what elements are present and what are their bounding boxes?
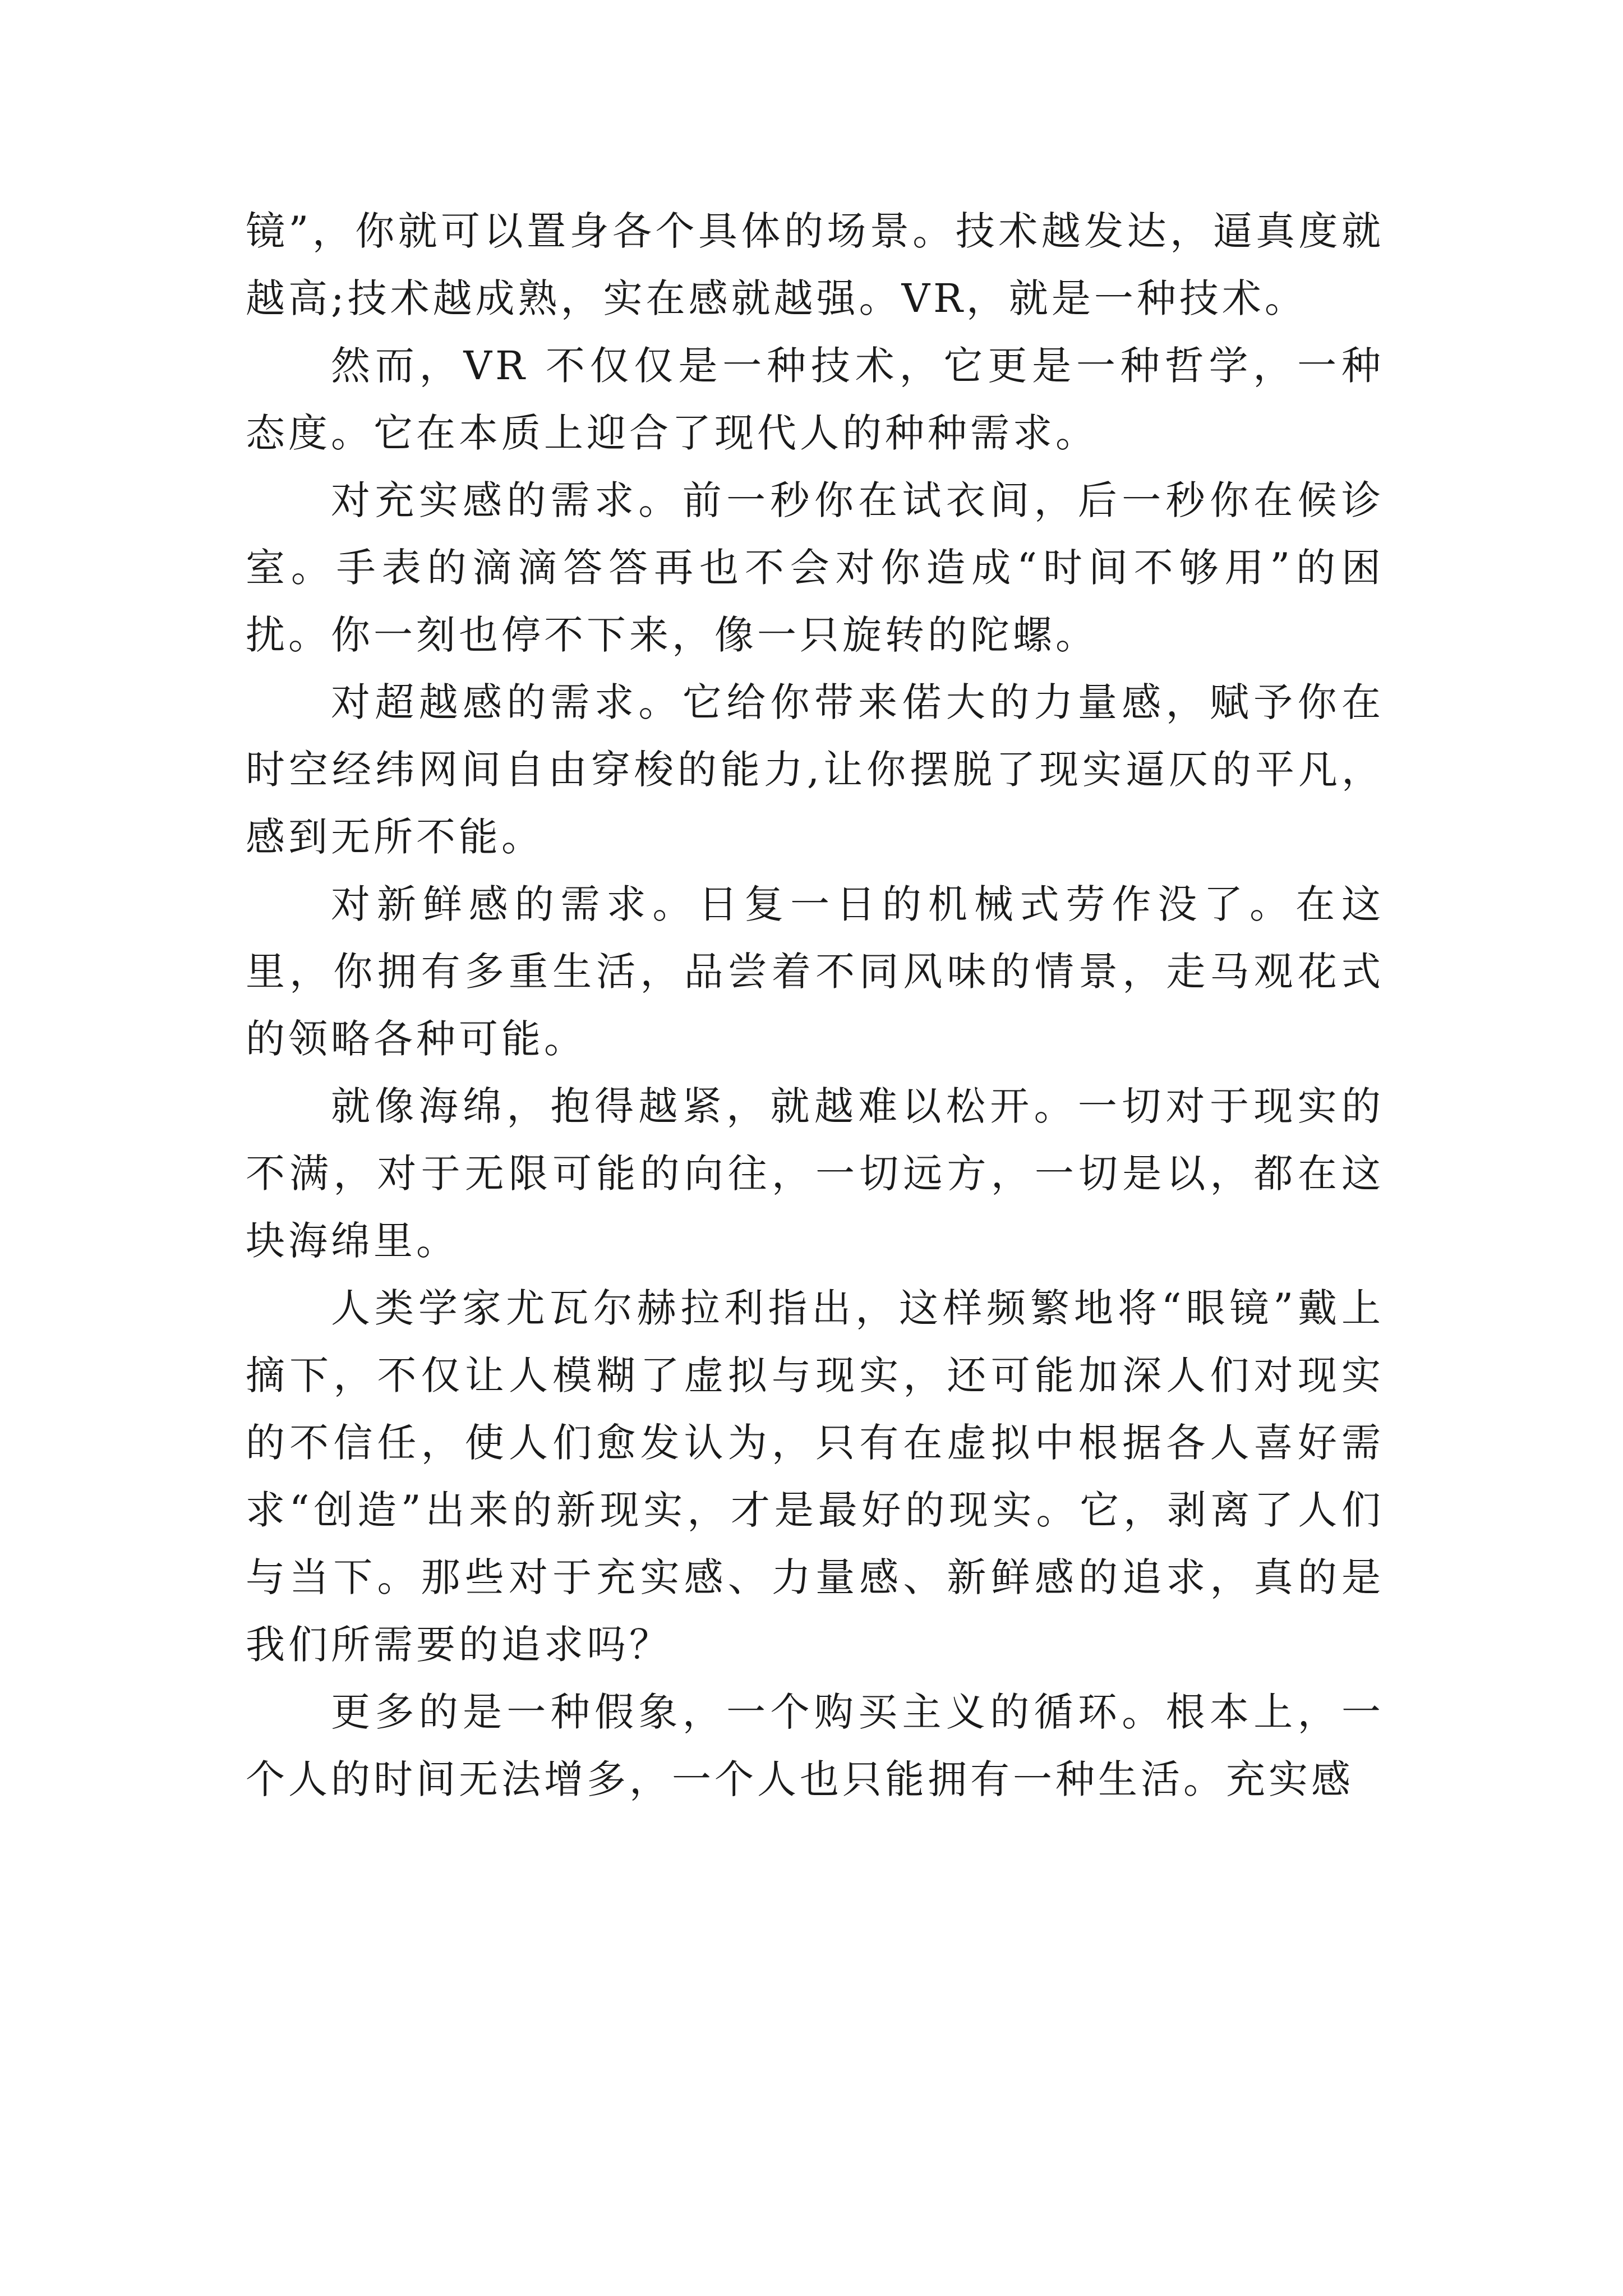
paragraph-3: 对充实感的需求。前一秒你在试衣间，后一秒你在候诊室。手表的滴滴答答再也不会对你造成“时间不够用”的困扰。你一刻也停不下来，像一只旋转的陀螺。 bbox=[246, 477, 1384, 658]
paragraph-5: 对新鲜感的需求。日复一日的机械式劳作没了。在这里，你拥有多重生活，品尝着不同风味的情景，走马观花式的领略各种可能。 bbox=[246, 881, 1384, 1062]
paragraph-2: 然而，VR 不仅仅是一种技术，它更是一种哲学，一种态度。它在本质上迎合了现代人的种种需求。 bbox=[246, 343, 1384, 456]
paragraph-6: 就像海绵，抱得越紧，就越难以松开。一切对于现实的不满，对于无限可能的向往，一切远方，一切是以，都在这块海绵里。 bbox=[246, 1083, 1384, 1264]
body-text bbox=[246, 197, 1384, 1813]
paragraph-8: 更多的是一种假象，一个购买主义的循环。根本上，一个人的时间无法增多，一个人也只能拥有一种生活。充实感 bbox=[246, 1689, 1384, 1802]
paragraph-4: 对超越感的需求。它给你带来偌大的力量感，赋予你在时空经纬网间自由穿梭的能力,让你摆脱了现实逼仄的平凡，感到无所不能。 bbox=[246, 679, 1384, 860]
paragraph-7: 人类学家尤瓦尔赫拉利指出，这样频繁地将“眼镜”戴上摘下，不仅让人模糊了虚拟与现实，还可能加深人们对现实的不信任，使人们愈发认为，只有在虚拟中根据各人喜好需求“创造”出来的新现实，才是最好的现实。它，剥离了人们与当下。那些对于充实感、力量感、新鲜感的追求，真的是我们所需要的追求吗？ bbox=[246, 1285, 1384, 1668]
paragraph-1: 镜”，你就可以置身各个具体的场景。技术越发达，逼真度就越高;技术越成熟，实在感就越强。VR，就是一种技术。 bbox=[246, 208, 1384, 321]
